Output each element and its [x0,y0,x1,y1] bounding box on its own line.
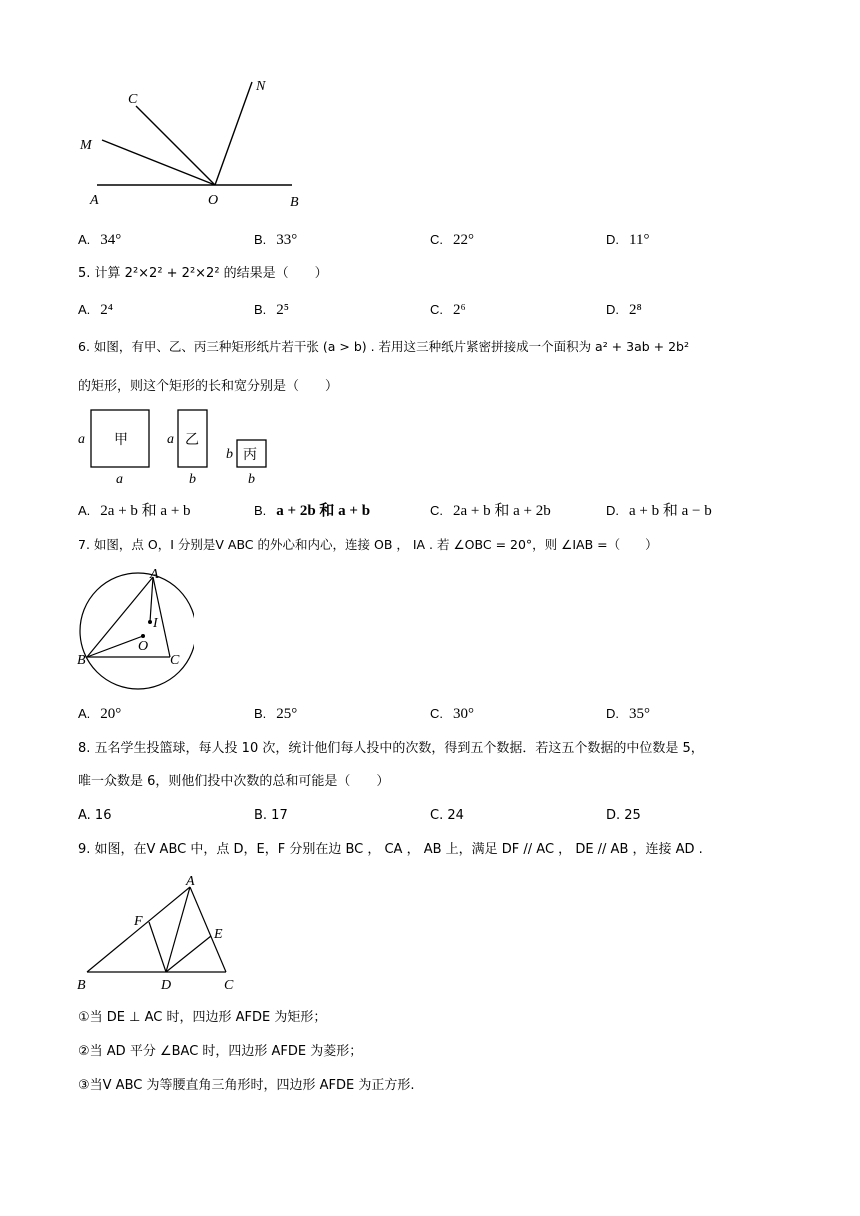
circle-triangle-figure [74,565,194,695]
segment-de [166,936,211,972]
triangle-abc-figure [74,870,254,995]
q7-option-a[interactable] [78,704,121,724]
q6-option-a[interactable] [78,501,191,521]
option-label: A. [78,503,91,518]
option-value: a + 2b 和 a + b [276,503,371,519]
card-bing-label: 丙 [243,447,257,463]
option-value: 2a + b 和 a + 2b [453,503,551,519]
segment-df [149,922,166,972]
card-yi-bottom: b [189,472,196,487]
option-value: 22° [453,232,474,248]
q7-option-d[interactable] [606,704,650,724]
q5-option-a[interactable] [78,300,113,320]
option-label: A. [78,302,91,317]
option-value: 2⁸ [629,302,642,318]
label-c: C [224,978,234,993]
q7-option-c[interactable] [430,704,474,724]
point-o [141,634,145,638]
option-label: A. [78,232,91,247]
side-ab [87,887,190,972]
q6-stem-line1: 6. 如图，有甲、乙、丙三种矩形纸片若干张 (a > b) . 若用这三种纸片紧密拼接成一个面积为 a² + 3ab + 2b² [78,339,689,354]
q4-option-a[interactable] [78,230,121,250]
q7-option-b[interactable] [254,704,297,724]
option-label: C. [430,706,443,721]
option-label: D. [606,706,619,721]
option-label: C. [430,232,443,247]
q9-statement-2: ②当 AD 平分 ∠BAC 时，四边形 AFDE 为菱形； [78,1044,363,1059]
label-o: O [208,193,219,208]
option-value: 2⁴ [100,302,114,318]
option-label: D. [606,302,619,317]
label-o: O [138,639,149,654]
q4-option-d[interactable] [606,230,649,250]
q4-option-c[interactable] [430,230,474,250]
card-jia-label: 甲 [114,432,128,448]
option-label: C. [430,302,443,317]
ray-om [102,140,215,185]
q8-option-a[interactable]: A. 16 [78,808,112,823]
segment-ad [166,887,190,972]
label-n: N [256,79,266,94]
option-label: B. [254,232,267,247]
card-yi-side: a [167,432,174,447]
option-value: 30° [453,706,474,722]
point-i [148,620,152,624]
angle-figure [70,70,310,215]
label-b: B [77,653,86,668]
q5-option-d[interactable] [606,300,642,320]
label-m: M [80,138,92,153]
q5-stem: 5. 计算 2²×2² + 2²×2² 的结果是（ ） [78,266,328,281]
label-c: C [170,653,180,668]
label-f: F [134,914,143,929]
q8-option-c[interactable]: C. 24 [430,808,464,823]
option-value: a + b 和 a − b [629,503,712,519]
paper-cards-figure [74,405,284,490]
q9-statement-1: ①当 DE ⊥ AC 时，四边形 AFDE 为矩形； [78,1010,327,1025]
option-label: D. [606,503,619,518]
q6-stem-line2: 的矩形，则这个矩形的长和宽分别是（ ） [78,379,339,394]
q6-option-b[interactable] [254,501,370,521]
option-label: D. [606,232,619,247]
option-value: 2⁵ [276,302,290,318]
option-value: 25° [276,706,298,722]
option-label: B. [254,302,267,317]
q9-statement-3: ③当V ABC 为等腰直角三角形时，四边形 AFDE 为正方形. [78,1078,415,1093]
q6-option-c[interactable] [430,501,551,521]
label-c: C [128,92,138,107]
label-a: A [186,874,195,889]
card-bing-bottom: b [248,472,255,487]
label-a: A [90,193,99,208]
option-value: 33° [276,232,298,248]
q5-option-b[interactable] [254,300,289,320]
card-jia-bottom: a [116,472,123,487]
option-label: B. [254,503,267,518]
q9-stem: 9. 如图，在V ABC 中，点 D，E，F 分别在边 BC ， CA ， AB 上，满足 DF // AC ， DE // AB ，连接 AD . [78,842,703,857]
card-jia-side: a [78,432,85,447]
option-value: 2⁶ [453,302,466,318]
card-yi-label: 乙 [185,432,199,448]
option-value: 35° [629,706,650,722]
option-value: 2a + b 和 a + b [100,503,191,519]
option-value: 34° [100,232,122,248]
q6-option-d[interactable] [606,501,712,521]
option-label: B. [254,706,267,721]
q8-option-b[interactable]: B. 17 [254,808,288,823]
q8-option-d[interactable]: D. 25 [606,808,641,823]
label-d: D [161,978,172,993]
ray-oc [136,106,215,185]
ray-on [215,82,252,185]
circumcircle [80,573,194,689]
option-value: 11° [629,232,650,248]
label-b: B [290,195,299,210]
q5-option-c[interactable] [430,300,466,320]
q4-option-b[interactable] [254,230,297,250]
label-i: I [153,616,158,631]
label-e: E [214,927,223,942]
label-b: B [77,978,86,993]
q8-stem-line2: 唯一众数是 6，则他们投中次数的总和可能是（ ） [78,774,390,789]
option-value: 20° [100,706,122,722]
q8-stem-line1: 8. 五名学生投篮球，每人投 10 次，统计他们每人投中的次数，得到五个数据．若这五个数据的中位数是 5， [78,741,704,756]
label-a: A [150,567,159,582]
card-bing-side: b [226,447,233,462]
option-label: A. [78,706,91,721]
q7-stem: 7. 如图，点 O，I 分别是V ABC 的外心和内心，连接 OB ， IA . 若 ∠OBC = 20°，则 ∠IAB =（ ） [78,537,658,552]
option-label: C. [430,503,443,518]
